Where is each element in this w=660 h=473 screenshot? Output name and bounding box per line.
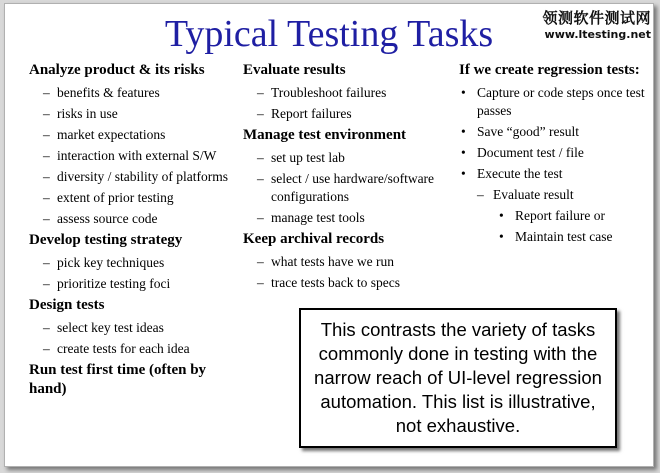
- analyze-list: [29, 84, 243, 228]
- section-heading-archival: Keep archival records: [243, 231, 385, 247]
- list-item: – select key test ideas: [29, 319, 243, 337]
- callout-note-text: This contrasts the variety of tasks commonly done in testing with the narrow reach of UI-level regression automation. This list is illustrative, not exhaustive.: [314, 319, 602, 436]
- list-item: • Document test / file: [459, 144, 649, 162]
- watermark-site-name: 领测软件测试网: [542, 9, 651, 27]
- list-item: – trace tests back to specs: [243, 274, 451, 292]
- list-item: – Troubleshoot failures: [243, 84, 451, 102]
- section-heading-regression: If we create regression tests:: [459, 62, 640, 78]
- manage-env-list: [243, 149, 451, 227]
- list-item: – market expectations: [29, 126, 243, 144]
- design-list: [29, 319, 243, 358]
- list-item: – select / use hardware/software configurations: [243, 170, 451, 206]
- list-item: – create tests for each idea: [29, 340, 243, 358]
- regression-list: [459, 84, 649, 246]
- evaluate-list: [243, 84, 451, 123]
- column-middle: [243, 60, 451, 295]
- slide: [4, 3, 654, 467]
- column-left: [29, 60, 243, 403]
- list-sub-sub-item: • Maintain test case: [459, 228, 649, 246]
- column-right: [459, 60, 649, 249]
- list-item: – risks in use: [29, 105, 243, 123]
- list-sub-item: – Evaluate result: [459, 186, 649, 204]
- list-item: – benefits & features: [29, 84, 243, 102]
- archival-list: [243, 253, 451, 292]
- section-heading-design: Design tests: [29, 297, 105, 313]
- list-item: • Save “good” result: [459, 123, 649, 141]
- list-item: – pick key techniques: [29, 254, 243, 272]
- list-item: – extent of prior testing: [29, 189, 243, 207]
- list-item: – assess source code: [29, 210, 243, 228]
- list-item: – interaction with external S/W: [29, 147, 243, 165]
- list-item: – set up test lab: [243, 149, 451, 167]
- list-sub-sub-item: • Report failure or: [459, 207, 649, 225]
- slide-title: Typical Testing Tasks: [164, 13, 494, 55]
- section-heading-strategy: Develop testing strategy: [29, 232, 183, 248]
- site-watermark: [542, 9, 651, 42]
- callout-note-box: [299, 308, 617, 448]
- watermark-url: www.ltesting.net: [544, 28, 651, 41]
- section-heading-manage-env: Manage test environment: [243, 127, 407, 143]
- list-item: – prioritize testing foci: [29, 275, 243, 293]
- list-item: – what tests have we run: [243, 253, 451, 271]
- list-item: • Capture or code steps once test passes: [459, 84, 649, 120]
- strategy-list: [29, 254, 243, 293]
- section-heading-run-first: Run test first time (often by hand): [29, 362, 207, 397]
- list-item: – Report failures: [243, 105, 451, 123]
- list-item: • Execute the test: [459, 165, 649, 183]
- list-item: – manage test tools: [243, 209, 451, 227]
- section-heading-analyze: Analyze product & its risks: [29, 62, 205, 78]
- section-heading-evaluate: Evaluate results: [243, 62, 346, 78]
- list-item: – diversity / stability of platforms: [29, 168, 243, 186]
